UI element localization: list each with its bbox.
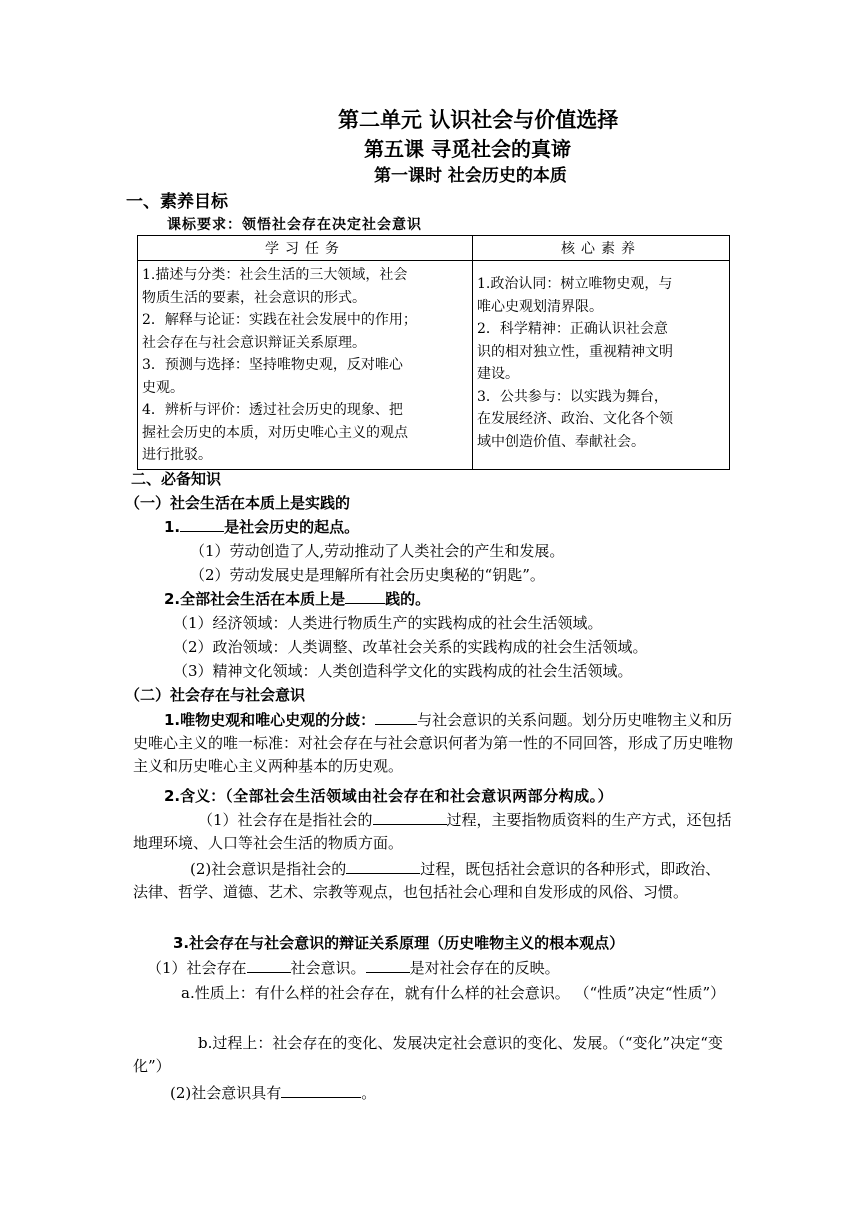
sub2-prefix: (2)社会意识是指社会的 bbox=[190, 860, 347, 878]
tasks-line: 1.描述与分类：社会生活的三大领域，社会 bbox=[142, 267, 408, 283]
tasks-line: 握社会历史的本质，对历史唯心主义的观点 bbox=[142, 424, 408, 441]
part1-item2-sub1: （1）经济领域：人类进行物质生产的实践构成的社会生活领域。 bbox=[173, 614, 603, 632]
competency-line: 唯心史观划清界限。 bbox=[477, 298, 603, 315]
competency-line: 3．公共参与：以实践为舞台， bbox=[477, 388, 668, 405]
part1-item1 bbox=[164, 516, 359, 537]
unit-title: 第二单元 认识社会与价值选择 bbox=[338, 108, 619, 132]
part2-item1 bbox=[133, 709, 733, 778]
sub1-prefix: （1）社会存在是指社会的 bbox=[198, 811, 373, 829]
sub1-b: 社会意识。 bbox=[290, 959, 366, 977]
part2-heading: （二）社会存在与社会意识 bbox=[125, 686, 306, 704]
part1-item2-sub3: （3）精神文化领域：人类创造科学文化的实践构成的社会生活领域。 bbox=[173, 662, 633, 680]
part2-item3-a: a.性质上：有什么样的社会存在，就有什么样的社会意识。 （“性质”决定“性质”） bbox=[181, 984, 726, 1002]
sub2-body: 过程，既包括社会意识的各种形式，即政治、法律、哲学、道德、艺术、宗教等观点，也包括社会心理和自发形成的风俗、习惯。 bbox=[133, 860, 721, 901]
part1-item1-sub2: （2）劳动发展史是理解所有社会历史奥秘的“钥匙”。 bbox=[190, 566, 545, 584]
tasks-line: 进行批驳。 bbox=[142, 447, 212, 463]
item2-label: 2.含义： bbox=[164, 787, 226, 805]
sub2-prefix: (2)社会意识具有 bbox=[170, 1084, 282, 1102]
item2-prefix: 2.全部社会生活在本质上是 bbox=[164, 590, 346, 608]
part2-item3-sub2 bbox=[170, 1082, 376, 1103]
fill-blank[interactable] bbox=[180, 517, 224, 532]
tasks-line: 3．预测与选择：坚持唯物史观，反对唯心 bbox=[142, 357, 403, 373]
tasks-line: 史观。 bbox=[142, 379, 184, 396]
sub2-suffix: 。 bbox=[361, 1084, 377, 1102]
competency-line: 在发展经济、政治、文化各个领 bbox=[477, 411, 673, 427]
competencies-cell bbox=[473, 261, 730, 470]
fill-blank[interactable] bbox=[373, 810, 447, 825]
part1-item2-sub2: （2）政治领域：人类调整、改革社会关系的实践构成的社会生活领域。 bbox=[173, 638, 648, 656]
item1-prefix: 1. bbox=[164, 518, 181, 536]
tasks-line: 4．辨析与评价：透过社会历史的现象、把 bbox=[142, 402, 403, 418]
fill-blank[interactable] bbox=[247, 958, 291, 973]
fill-blank[interactable] bbox=[366, 958, 410, 973]
sub1-body: 过程，主要指物质资料的生产方式，还包括地理环境、人口等社会生活的物质方面。 bbox=[133, 811, 732, 852]
item2-text: 践的。 bbox=[385, 590, 431, 608]
fill-blank[interactable] bbox=[281, 1083, 361, 1098]
sub1-a: （1）社会存在 bbox=[147, 959, 247, 977]
item1-label: 1.唯物史观和唯心史观的分歧： bbox=[164, 711, 376, 729]
part1-heading: （一）社会生活在本质上是实践的 bbox=[125, 494, 351, 512]
part2-item2 bbox=[164, 785, 613, 806]
sub1-c: 是对社会存在的反映。 bbox=[409, 959, 560, 977]
competency-line: 建设。 bbox=[477, 366, 519, 382]
part2-item2-sub1 bbox=[133, 809, 733, 855]
competency-line: 2．科学精神：正确认识社会意 bbox=[477, 321, 668, 337]
goals-table bbox=[137, 235, 730, 470]
competency-line: 1.政治认同：树立唯物史观，与 bbox=[477, 276, 673, 292]
tasks-line: 2．解释与论证：实践在社会发展中的作用； bbox=[142, 312, 417, 328]
lesson-title: 第五课 寻觅社会的真谛 bbox=[364, 137, 571, 161]
fill-blank[interactable] bbox=[345, 589, 385, 604]
part2-item3-b: b.过程上：社会存在的变化、发展决定社会意识的变化、发展。（“变化”决定“变化”） bbox=[133, 1034, 723, 1075]
part1-item2 bbox=[164, 588, 430, 609]
tasks-line: 社会存在与社会意识辩证关系原理。 bbox=[142, 334, 366, 351]
section2-heading: 二、必备知识 bbox=[131, 470, 222, 488]
tasks-line: 物质生活的要素，社会意识的形式。 bbox=[142, 289, 366, 306]
period-title: 第一课时 社会历史的本质 bbox=[374, 166, 567, 186]
table-header-competencies: 核心素养 bbox=[473, 236, 730, 261]
item1-body: 与社会意识的关系问题。划分历史唯物主义和历史唯心主义的唯一标准：对社会存在与社会意识何者为第一性的不同回答，形成了历史唯物主义和历史唯心主义两种基本的历史观。 bbox=[133, 711, 734, 775]
part2-item2-sub2 bbox=[133, 858, 733, 904]
item2-note: （全部社会生活领域由社会存在和社会意识两部分构成。） bbox=[225, 787, 614, 805]
curriculum-requirement: 课标要求：领悟社会存在决定社会意识 bbox=[167, 217, 422, 233]
section1-heading: 一、素养目标 bbox=[126, 192, 228, 212]
tasks-cell bbox=[138, 261, 473, 470]
competency-line: 域中创造价值、奉献社会。 bbox=[477, 433, 645, 450]
competency-line: 识的相对独立性，重视精神文明 bbox=[477, 343, 673, 360]
item1-text: 是社会历史的起点。 bbox=[224, 518, 360, 536]
part2-item3: 3.社会存在与社会意识的辩证关系原理（历史唯物主义的根本观点） bbox=[173, 934, 625, 952]
part1-item1-sub1: （1）劳动创造了人,劳动推动了人类社会的产生和发展。 bbox=[190, 542, 565, 560]
part2-item3-sub1 bbox=[147, 957, 560, 978]
fill-blank[interactable] bbox=[346, 859, 420, 874]
table-header-tasks: 学习任务 bbox=[138, 236, 473, 261]
fill-blank[interactable] bbox=[375, 710, 417, 725]
